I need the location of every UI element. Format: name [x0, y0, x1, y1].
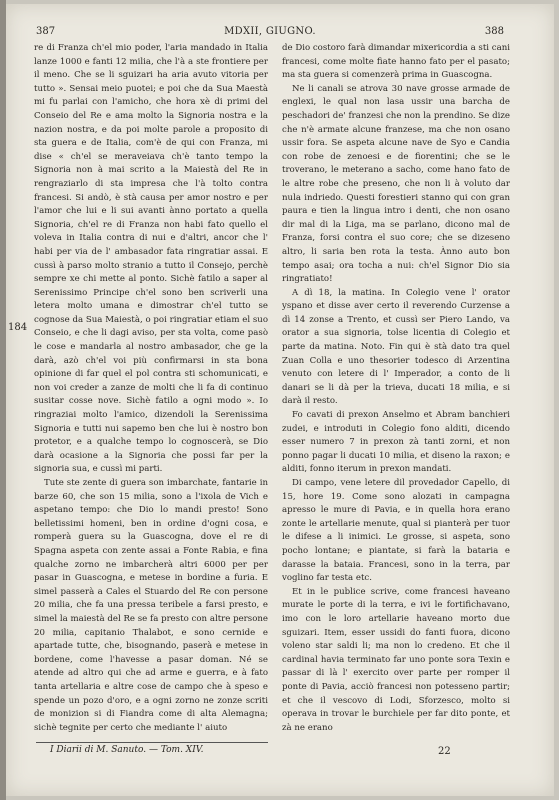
- paragraph: Fo cavati di prexon Anselmo et Abram banchieri zudei, e introduti in Colegio fono alditi, dicendo esser numero 7 in prexon zà tanti zorni, et non ponno pagar li ducati 10 milia, et diseno la raxon; e alditi, fonno iterum in prexon mandati.: [282, 410, 510, 475]
- book-page: [6, 4, 554, 796]
- left-text-column: [34, 42, 268, 732]
- right-text-column: [282, 42, 510, 732]
- page-number-left: 387: [36, 26, 56, 37]
- footer-citation: I Diarii di M. Sanuto. — Tom. XIV.: [50, 745, 204, 755]
- paragraph: Di campo, vene letere dil provedador Capello, di 15, hore 19. Come sono alozati in campagna apresso le mure di Pavia, e in quella hora erano zonte le artellarie menute, qual si pianterà per tuor le difese a li inimici. Le grosse, si aspeta, sono pocho lontane; e piantate, si farà la bataria e darasse la bataia. Francesi, sono in la terra, par voglino far testa etc.: [282, 478, 510, 584]
- paragraph: Ne li canali se atrova 30 nave grosse armade de englexi, le qual non lasa ussir una barcha de peschadori de' franzesi che non la prendino. Se dize che n'è armate alcune franzese, ma che non osano ussir fora. Se aspeta alcune nave de Syo e Candia con robe de zenoesi e de fiorentini; che se le troverano, le meterano a sacho, come hano fato de le altre robe che preseno, che non li à voluto dar nula indriedo. Questi forestieri stanno qui con gran paura e tien la lingua intro i denti, che non osano dir mal di la Liga, ma se parlano, dicono mal de Franza, forsi contra el suo core; che se dizeseno altro, li saria ben rota la testa. Ànno auto bon tempo asai; ora tocha a nui: ch'el Signor Dio sia ringratiato!: [282, 83, 510, 285]
- paragraph: re di Franza ch'el mio poder, l'aria mandado in Italia lanze 1000 e fanti 12 milia, che l'à a ste frontiere per il meno. Che se li sguizari ha aria avuto vitoria per tutto ». Sensai meio puotei; e poi che da Sua Maestà mi fu parlai con l'amicho, che hora xè di primi del Conseio del Re e ama molto la Signoria nostra e la nazion nostra, e da poi molte parole a proposito di sta guera e de Italia, com'è de qui con Franza, mi dise « ch'el se meraveiava ch'è tanto tempo la Signoria non à mai scrito a la Maiestà del Re in rengraziarlo di sta impresa che l'à tolto contra francesi. Si andò, è stà causa per amor nostro e per l'amor che lui e li sui avanti ànno portato a quella Signoria, ch'el re di Franza non habi fato quello el voleva in Italia contra di nui e d'altri, ancor che l' habi per via de l' ambasador fata ringratiar assai. E cussì à parso molto stranio a tutto il Consejo, perchè sempre xe chi mette al ponto. Sichè fatilo a saper al Serenissimo Principe ch'el sono ben scriverli una letera molto umana e dimostrar ch'el tutto se cognose da Sua Maiestà, o poi ringratiar etiam el suo Conseio, e che li dagi aviso, per sta volta, come pasò le cose e mandarla al nostro ambasador, che ge la darà, azò ch'el voi più confirmarsi in sta bona opinione di far quel el pol contra sti schomunicati, e non voi creder a zanze de molti che li fa di continuo susitar cosse nove. Sichè fatilo a ogni modo ». Io ringraziai molto l'amico, dizendoli la Serenissima Signoria e tutti nui sapemo ben che lui è nostro bon protetor, e a qualche tempo lo cognoscerà, se Dio darà ocasione a la Signoria che possi far per la signoria sua, e cussì mi parti.: [34, 43, 268, 475]
- paragraph: Et in le publice scrive, come francesi haveano murate le porte di la terra, e ivi le fortifichavano, imo con le loro artellarie haveano morto due sguizari. Item, esser ussidi do fanti fuora, dicono voleno star saldi li; ma non lo credeno. Et che il cardinal havia terminato far uno ponte sora Texin e passar di là l' exercito over parte per romper il ponte di Pavia, acciò francesi non potesseno partir; et che il vescovo di Lodi, Sforzesco, molto si operava in trovar le burchiele per far dito ponte, et zà ne erano: [282, 586, 510, 732]
- signature-mark: 22: [438, 746, 451, 757]
- paragraph: A dì 18, la matina. In Colegio vene l' orator yspano et disse aver certo il reverendo Curzense a dì 14 zonse a Trento, et cussì ser Piero Lando, va orator a sua signoria, tolse licentia di Colegio et parte da matina. Noto. Fin qui è stà dato tra quel Zuan Colla e uno thesorier todesco di Arzentina venuto con letere di l' Imperador, a conto de li danari se li dà per la trieva, ducati 18 milia, e si darà il resto.: [282, 287, 510, 407]
- margin-column-number: 184: [8, 322, 28, 333]
- running-title: MDXII, GIUGNO.: [224, 26, 316, 37]
- page-number-right: 388: [484, 26, 504, 37]
- footer-rule: [36, 742, 268, 743]
- running-header: [36, 26, 504, 40]
- paragraph: de Dio costoro farà dimandar mixericordia a sti cani francesi, come molte fiate hanno fato per el pasato; ma sta guera si comenzerà prima in Guascogna.: [282, 43, 510, 81]
- paragraph: Tute ste zente di guera son imbarchate, fantarie in barze 60, che son 15 milia, sono a l'ixola de Vich e aspetano tempo: che Dio lo mandi presto! Sono belletissimi homeni, ben in ordine d'ogni cosa, e romperà guera su la Guascogna, dove el re di Spagna aspeta con zente assai a Fonte Rabia, e fina qualche zorno ne imbarcherà altri 6000 per per pasar in Guascogna, e metese in bordine a furia. E simel passerà a Cales el Stuardo del Re con persone 20 milia, che fa una pressa teribele a farsi presto, e simel la maiestà del Re se fa presto con altre persone 20 milia, capitanio Thalabot, e sono cernide e apartade tutte, che, bisognando, paserà e metese in bordene, come l'havesse a pasar doman. Né se atende ad altro qui che ad arme e guerra, e à fato tanta artellaria e altre cose de campo che à speso e spende un pozo d'oro, e a ogni zorno ne zonze scriti de monizion si di Fiandra come di alta Alemagna; sichè tegnite per certo che mediante l' aiuto: [34, 478, 268, 732]
